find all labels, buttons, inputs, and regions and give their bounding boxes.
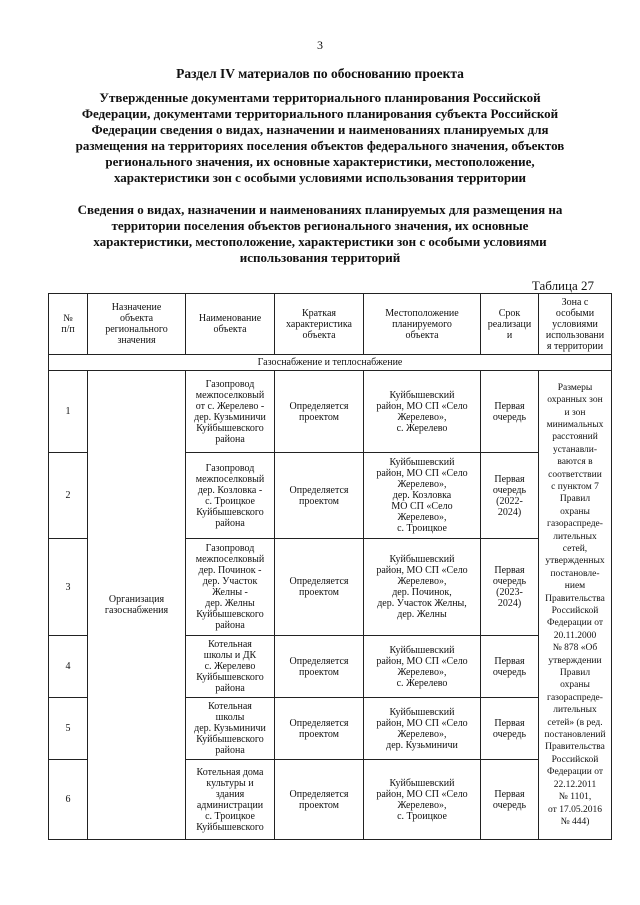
- sub-heading: [40, 202, 600, 266]
- text-line: нием: [564, 581, 586, 592]
- text-line: охранных зон: [547, 395, 603, 406]
- text-line: с. Троицкое: [205, 810, 255, 822]
- object-characteristic: Определяется проектом: [275, 636, 364, 698]
- object-characteristic: Определяется проектом: [275, 539, 364, 636]
- objects-table: [48, 293, 612, 840]
- text-line: школы: [215, 712, 245, 723]
- table-caption: Таблица 27: [531, 278, 594, 293]
- text-line: Куйбышевского: [196, 821, 264, 833]
- text-line: Куйбышевский: [389, 777, 455, 789]
- text-line: дер. Кузьминичи: [194, 723, 266, 734]
- header-characteristic: [275, 294, 364, 355]
- text-line: объекта: [405, 329, 439, 341]
- text-line: (2022-: [496, 495, 523, 507]
- implementation-term: [481, 539, 539, 636]
- text-line: 2024): [497, 506, 522, 518]
- text-line: утверждении: [548, 655, 602, 666]
- text-line: ваются в: [557, 457, 593, 468]
- text-line: Котельная дома: [196, 766, 264, 778]
- text-line: № 1101,: [558, 792, 592, 803]
- purpose-cell: [88, 371, 186, 840]
- text-line: очередь: [492, 728, 527, 740]
- text-line: Размеры: [557, 382, 593, 393]
- text-line: территории поселения объектов регионального значения, их основные: [111, 218, 529, 233]
- text-line: газораспреде-: [547, 519, 603, 530]
- text-line: от с. Жерелево -: [195, 400, 265, 412]
- object-characteristic: Определяется проектом: [275, 453, 364, 539]
- text-line: Жерелево»,: [397, 799, 447, 811]
- object-name: [186, 636, 275, 698]
- text-line: с. Жерелево: [396, 422, 448, 434]
- text-line: с. Троицкое: [397, 523, 447, 534]
- text-line: Куйбышевского: [196, 672, 264, 683]
- text-line: регионального значения, их основные характеристики, местоположение,: [105, 154, 535, 169]
- row-num: 1: [49, 371, 88, 453]
- text-line: Куйбышевского: [196, 609, 264, 620]
- text-line: газораспреде-: [547, 692, 603, 703]
- object-characteristic: Определяется проектом: [275, 371, 364, 453]
- text-line: значения: [117, 335, 156, 346]
- text-line: района: [215, 620, 245, 631]
- text-line: Федерации от: [546, 767, 604, 778]
- object-name: [186, 539, 275, 636]
- text-line: район, МО СП «Село: [376, 655, 468, 667]
- text-line: Зона с: [561, 296, 589, 308]
- text-line: Назначение: [111, 302, 162, 313]
- header-purpose: [88, 294, 186, 355]
- text-line: охраны: [560, 506, 590, 517]
- section-heading: Раздел IV материалов по обоснованию проекта: [176, 66, 464, 81]
- text-line: Федерации сведения о видах, назначении и наименованиях планируемых для: [91, 122, 549, 137]
- text-line: №: [63, 313, 73, 324]
- text-line: с. Троицкое: [397, 810, 447, 822]
- object-characteristic: Определяется проектом: [275, 760, 364, 840]
- text-line: дер. Починок -: [198, 565, 262, 576]
- text-line: Желны -: [212, 587, 248, 598]
- text-line: № 878 «Об: [552, 643, 598, 654]
- text-line: очередь: [492, 666, 527, 678]
- text-line: Федерации, документами территориального планирования субъекта Российской: [81, 106, 559, 121]
- text-line: Правил: [559, 494, 591, 505]
- text-line: Газопровод: [205, 543, 255, 554]
- text-line: Куйбышевский: [389, 644, 455, 656]
- text-line: дер. Починок,: [392, 587, 452, 598]
- text-line: Утвержденные документами территориального планирования Российской: [99, 90, 541, 105]
- text-line: соответствии: [548, 469, 602, 480]
- row-num: 2: [49, 453, 88, 539]
- row-num: 3: [49, 539, 88, 636]
- header-term: [481, 294, 539, 355]
- object-location: [364, 698, 481, 760]
- object-characteristic: Определяется проектом: [275, 698, 364, 760]
- text-line: Правительства: [545, 742, 605, 753]
- text-line: объекта: [213, 324, 247, 335]
- text-line: Жерелево»,: [397, 576, 447, 587]
- text-line: дер. Участок Желны,: [377, 598, 467, 609]
- text-line: район, МО СП «Село: [376, 400, 468, 412]
- text-line: сетей» (в ред.: [547, 717, 603, 728]
- text-line: Жерелево»,: [397, 728, 447, 740]
- text-line: дер. Козловка -: [197, 484, 263, 496]
- object-name: [186, 371, 275, 453]
- text-line: Куйбышевский: [389, 706, 455, 718]
- text-line: постановлений: [544, 730, 606, 741]
- text-line: характеристики, местоположение, характеристики зон с особыми условиями: [93, 234, 547, 249]
- text-line: объекта: [302, 329, 336, 341]
- object-location: [364, 453, 481, 539]
- text-line: (2023-: [496, 587, 523, 598]
- section-title: Газоснабжение и теплоснабжение: [49, 355, 612, 371]
- table-header-row: [49, 294, 612, 355]
- text-line: Местоположение: [385, 307, 459, 319]
- text-line: Федерации от: [546, 618, 604, 629]
- header-location: [364, 294, 481, 355]
- page-number: 3: [317, 38, 323, 52]
- text-line: лительных: [553, 705, 597, 716]
- implementation-term: [481, 371, 539, 453]
- row-num: 6: [49, 760, 88, 840]
- text-line: администрации: [196, 799, 264, 811]
- text-line: межпоселковый: [195, 389, 265, 401]
- text-line: Газопровод: [205, 462, 255, 474]
- text-line: дер. Кузьминичи: [194, 411, 266, 423]
- object-location: [364, 760, 481, 840]
- text-line: межпоселковый: [195, 473, 265, 485]
- header-zone: [539, 294, 612, 355]
- section-row: [49, 355, 612, 371]
- text-line: использования территорий: [239, 250, 401, 265]
- header-name: [186, 294, 275, 355]
- text-line: Котельная: [208, 701, 252, 712]
- text-line: расстояний: [552, 432, 598, 443]
- text-line: района: [215, 683, 245, 694]
- text-line: район, МО СП «Село: [376, 717, 468, 729]
- text-line: культуры и: [206, 777, 254, 789]
- text-line: устанавли-: [552, 444, 598, 455]
- text-line: регионального: [105, 324, 168, 335]
- main-heading: [40, 90, 600, 186]
- text-line: 22.12.2011: [553, 779, 597, 790]
- text-line: Срок: [498, 307, 521, 319]
- text-line: дер. Участок: [202, 576, 258, 587]
- text-line: очередь: [492, 411, 527, 423]
- zone-cell: [539, 371, 612, 840]
- text-line: с пунктом 7: [551, 481, 599, 492]
- text-line: Куйбышевского: [196, 506, 264, 518]
- text-line: МО СП «Село: [391, 501, 453, 512]
- text-line: с. Жерелево: [204, 661, 256, 672]
- object-name: [186, 760, 275, 840]
- text-line: Жерелево»,: [397, 512, 447, 523]
- text-line: очередь: [492, 799, 527, 811]
- text-line: дер. Желны: [205, 598, 255, 609]
- text-line: Первая: [494, 400, 525, 412]
- text-line: Куйбышевского: [196, 734, 264, 745]
- text-line: п/п: [61, 324, 75, 335]
- text-line: Куйбышевского: [196, 422, 264, 434]
- text-line: Правительства: [545, 593, 605, 604]
- text-line: сетей,: [562, 543, 588, 554]
- row-num: 5: [49, 698, 88, 760]
- text-line: реализаци: [487, 318, 532, 330]
- text-line: охраны: [560, 680, 590, 691]
- text-line: района: [215, 433, 245, 445]
- text-line: утвержденных: [545, 556, 605, 567]
- text-line: район, МО СП «Село: [376, 565, 468, 576]
- text-line: 2024): [497, 598, 522, 609]
- text-line: Краткая: [302, 307, 336, 319]
- text-line: газоснабжения: [104, 605, 169, 616]
- header-num: [49, 294, 88, 355]
- text-line: лительных: [553, 531, 597, 542]
- text-line: Наименование: [198, 313, 262, 324]
- text-line: Жерелево»,: [397, 666, 447, 678]
- row-num: 4: [49, 636, 88, 698]
- text-line: с. Жерелево: [396, 677, 448, 689]
- text-line: я территории: [546, 340, 604, 352]
- text-line: № 444): [560, 816, 590, 827]
- text-line: района: [215, 517, 245, 529]
- text-line: условиями: [552, 318, 598, 330]
- text-line: объекта: [119, 313, 154, 324]
- text-line: Куйбышевский: [389, 389, 455, 401]
- object-name: [186, 453, 275, 539]
- text-line: Первая: [494, 655, 525, 667]
- text-line: очередь: [492, 484, 527, 496]
- text-line: района: [215, 745, 245, 756]
- text-line: и зон: [564, 407, 586, 418]
- text-line: с. Троицкое: [205, 495, 255, 507]
- object-location: [364, 636, 481, 698]
- text-line: здания: [215, 788, 245, 800]
- text-line: Первая: [494, 717, 525, 729]
- text-line: планируемого: [392, 318, 452, 330]
- text-line: дер. Кузьминичи: [386, 739, 458, 751]
- text-line: Котельная: [208, 639, 252, 650]
- text-line: Российской: [551, 754, 599, 765]
- implementation-term: [481, 636, 539, 698]
- text-line: Правил: [559, 668, 591, 679]
- text-line: дер. Козловка: [392, 490, 452, 501]
- text-line: характеристика: [286, 318, 352, 330]
- text-line: Первая: [494, 788, 525, 800]
- text-line: Газопровод: [205, 378, 255, 390]
- object-location: [364, 539, 481, 636]
- text-line: Первая: [494, 473, 525, 485]
- table-row: [49, 371, 612, 453]
- text-line: Организация: [108, 594, 165, 605]
- text-line: школы и ДК: [203, 650, 257, 661]
- text-line: размещения на территориях поселения объектов федерального значения, объектов: [75, 138, 565, 153]
- text-line: характеристики зон с особыми условиями использования территории: [113, 170, 527, 185]
- text-line: дер. Желны: [397, 609, 447, 620]
- text-line: Сведения о видах, назначении и наименованиях планируемых для размещения на: [77, 202, 563, 217]
- text-line: район, МО СП «Село: [376, 468, 468, 479]
- text-line: особыми: [555, 307, 595, 319]
- text-line: Куйбышевский: [389, 554, 455, 565]
- text-line: межпоселковый: [195, 554, 265, 565]
- object-location: [364, 371, 481, 453]
- implementation-term: [481, 453, 539, 539]
- text-line: очередь: [492, 576, 527, 587]
- text-line: 20.11.2000: [553, 630, 597, 641]
- text-line: Первая: [494, 565, 525, 576]
- text-line: Жерелево»,: [397, 479, 447, 490]
- text-line: Жерелево»,: [397, 411, 447, 423]
- implementation-term: [481, 760, 539, 840]
- text-line: Куйбышевский: [389, 457, 455, 468]
- text-line: от 17.05.2016: [548, 804, 602, 815]
- text-line: постановле-: [550, 568, 600, 579]
- text-line: и: [506, 329, 513, 341]
- text-line: минимальных: [546, 419, 604, 430]
- text-line: район, МО СП «Село: [376, 788, 468, 800]
- text-line: использовани: [545, 329, 605, 341]
- text-line: Российской: [551, 606, 599, 616]
- object-name: [186, 698, 275, 760]
- implementation-term: [481, 698, 539, 760]
